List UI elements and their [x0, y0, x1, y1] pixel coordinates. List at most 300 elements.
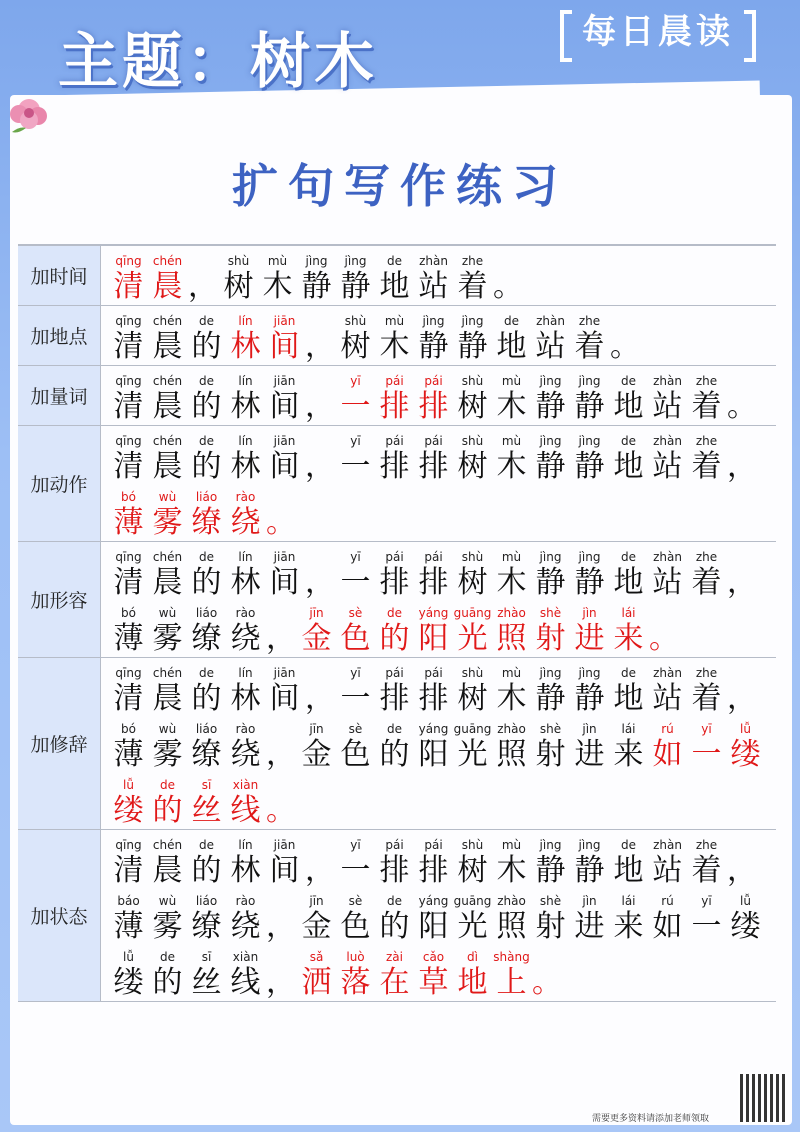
- hanzi: 排: [379, 565, 410, 600]
- pinyin: de: [160, 950, 175, 964]
- hanzi: 排: [418, 853, 449, 888]
- hanzi: 静: [535, 853, 566, 888]
- pinyin: de: [621, 666, 636, 680]
- qr-code-icon: [738, 1072, 790, 1124]
- punctuation: [265, 949, 297, 1001]
- hanzi: 如: [652, 737, 683, 772]
- hanzi: 清: [113, 269, 144, 304]
- hanzi-with-pinyin: [109, 433, 148, 485]
- hanzi: 林: [230, 853, 261, 888]
- bracket-right-icon: [744, 10, 756, 62]
- hanzi: 排: [379, 681, 410, 716]
- hanzi-with-pinyin: [648, 893, 687, 945]
- pinyin: qīng: [115, 838, 142, 852]
- pinyin: pái: [385, 666, 404, 680]
- pinyin: shù: [461, 666, 484, 680]
- punctuation-mark: 。: [649, 621, 679, 656]
- pinyin: jìng: [344, 254, 367, 268]
- hanzi: 木: [379, 329, 410, 364]
- hanzi-with-pinyin: [226, 777, 265, 829]
- hanzi: 线: [230, 965, 261, 1000]
- hanzi: 排: [379, 853, 410, 888]
- hanzi: 站: [535, 329, 566, 364]
- sentence-cell: [101, 542, 776, 657]
- pinyin: sī: [201, 778, 212, 792]
- hanzi: 进: [574, 737, 605, 772]
- pinyin: de: [387, 722, 402, 736]
- sentence-line: [109, 249, 776, 305]
- hanzi: 色: [340, 737, 371, 772]
- pinyin: yī: [701, 722, 712, 736]
- hanzi-with-pinyin: [148, 665, 187, 717]
- hanzi: 薄: [113, 909, 144, 944]
- hanzi: 着: [691, 681, 722, 716]
- pinyin: lín: [238, 434, 253, 448]
- punctuation-mark: ，: [305, 853, 335, 888]
- pinyin: jiān: [273, 550, 296, 564]
- hanzi: 木: [496, 681, 527, 716]
- punctuation-mark: ，: [305, 329, 335, 364]
- pinyin: jìng: [578, 550, 601, 564]
- punctuation: [726, 665, 758, 717]
- pinyin: rào: [235, 606, 256, 620]
- hanzi: 缭: [191, 621, 222, 656]
- hanzi-with-pinyin: [109, 665, 148, 717]
- pinyin: mù: [501, 434, 522, 448]
- punctuation-mark: ，: [305, 681, 335, 716]
- pinyin: chén: [152, 254, 183, 268]
- hanzi: 树: [457, 449, 488, 484]
- hanzi-with-pinyin: [148, 313, 187, 365]
- punctuation: [648, 605, 680, 657]
- hanzi: 射: [535, 737, 566, 772]
- hanzi-with-pinyin: [492, 433, 531, 485]
- hanzi-with-pinyin: [609, 721, 648, 773]
- hanzi-with-pinyin: [414, 253, 453, 305]
- pinyin: lái: [621, 606, 636, 620]
- hanzi-with-pinyin: [687, 433, 726, 485]
- hanzi: 排: [418, 389, 449, 424]
- pinyin: shù: [461, 434, 484, 448]
- pinyin: jìn: [582, 894, 597, 908]
- hanzi-with-pinyin: [375, 949, 414, 1001]
- hanzi-with-pinyin: [687, 665, 726, 717]
- hanzi: 地: [379, 269, 410, 304]
- pinyin: liáo: [195, 722, 218, 736]
- pinyin: shù: [461, 550, 484, 564]
- hanzi: 静: [574, 389, 605, 424]
- hanzi-with-pinyin: [570, 549, 609, 601]
- punctuation: [265, 489, 297, 541]
- pinyin: yáng: [418, 606, 449, 620]
- table-row: [18, 658, 776, 830]
- hanzi-with-pinyin: [453, 949, 492, 1001]
- sentence-line: [109, 833, 776, 889]
- punctuation-mark: ，: [266, 737, 296, 772]
- hanzi: 缕: [113, 793, 144, 828]
- hanzi-with-pinyin: [609, 893, 648, 945]
- hanzi: 雾: [152, 505, 183, 540]
- pinyin: jìng: [539, 434, 562, 448]
- pinyin: chén: [152, 550, 183, 564]
- pinyin: lǚ: [123, 778, 134, 792]
- hanzi-with-pinyin: [336, 433, 375, 485]
- hanzi-with-pinyin: [453, 893, 492, 945]
- pinyin: de: [199, 550, 214, 564]
- hanzi-with-pinyin: [531, 893, 570, 945]
- hanzi: 着: [691, 853, 722, 888]
- hanzi-with-pinyin: [226, 373, 265, 425]
- hanzi: 间: [269, 449, 300, 484]
- hanzi-with-pinyin: [109, 837, 148, 889]
- hanzi-with-pinyin: [148, 721, 187, 773]
- pinyin: jìng: [578, 838, 601, 852]
- hanzi-with-pinyin: [226, 837, 265, 889]
- punctuation: [304, 373, 336, 425]
- hanzi: 射: [535, 621, 566, 656]
- hanzi: 站: [652, 853, 683, 888]
- pinyin: jiān: [273, 374, 296, 388]
- hanzi: 晨: [152, 565, 183, 600]
- hanzi-with-pinyin: [648, 373, 687, 425]
- pinyin: chén: [152, 838, 183, 852]
- hanzi: 林: [230, 329, 261, 364]
- pinyin: jiān: [273, 314, 296, 328]
- hanzi: 晨: [152, 329, 183, 364]
- hanzi-with-pinyin: [109, 893, 148, 945]
- hanzi-with-pinyin: [375, 721, 414, 773]
- pinyin: shè: [539, 722, 562, 736]
- pinyin: shè: [539, 894, 562, 908]
- pinyin: wù: [158, 490, 177, 504]
- punctuation: [265, 721, 297, 773]
- pinyin: de: [387, 606, 402, 620]
- hanzi-with-pinyin: [414, 721, 453, 773]
- hanzi-with-pinyin: [109, 489, 148, 541]
- hanzi-with-pinyin: [414, 373, 453, 425]
- row-label: 加形容: [18, 542, 101, 657]
- punctuation: [265, 893, 297, 945]
- hanzi-with-pinyin: [414, 893, 453, 945]
- hanzi: 丝: [191, 965, 222, 1000]
- pinyin: zhàn: [419, 254, 448, 268]
- pinyin: guāng: [453, 722, 492, 736]
- hanzi: 如: [652, 909, 683, 944]
- hanzi-with-pinyin: [531, 721, 570, 773]
- pinyin: liáo: [195, 490, 218, 504]
- hanzi: 的: [152, 965, 183, 1000]
- pinyin: qīng: [115, 254, 142, 268]
- hanzi: 来: [613, 909, 644, 944]
- sentence-cell: [101, 830, 776, 1001]
- pinyin: jiān: [273, 666, 296, 680]
- punctuation-mark: ，: [727, 565, 757, 600]
- pinyin: liáo: [195, 894, 218, 908]
- pinyin: shù: [461, 838, 484, 852]
- pinyin: bó: [121, 490, 136, 504]
- pinyin: mù: [267, 254, 288, 268]
- hanzi: 站: [652, 389, 683, 424]
- hanzi-with-pinyin: [148, 489, 187, 541]
- pinyin: jìng: [539, 838, 562, 852]
- hanzi: 静: [457, 329, 488, 364]
- pinyin: zhe: [695, 666, 718, 680]
- hanzi: 静: [535, 449, 566, 484]
- hanzi-with-pinyin: [531, 665, 570, 717]
- hanzi-with-pinyin: [492, 605, 531, 657]
- hanzi-with-pinyin: [375, 433, 414, 485]
- pinyin: pái: [424, 838, 443, 852]
- pinyin: de: [199, 434, 214, 448]
- hanzi-with-pinyin: [609, 605, 648, 657]
- hanzi-with-pinyin: [687, 549, 726, 601]
- pinyin: lín: [238, 666, 253, 680]
- punctuation-mark: ，: [266, 909, 296, 944]
- hanzi: 射: [535, 909, 566, 944]
- pinyin: yáng: [418, 894, 449, 908]
- hanzi-with-pinyin: [109, 253, 148, 305]
- punctuation-mark: 。: [266, 793, 296, 828]
- hanzi-with-pinyin: [226, 313, 265, 365]
- hanzi: 的: [191, 449, 222, 484]
- pinyin: jìng: [461, 314, 484, 328]
- hanzi-with-pinyin: [187, 489, 226, 541]
- hanzi-with-pinyin: [570, 605, 609, 657]
- sentence-line: [109, 369, 776, 425]
- hanzi-with-pinyin: [414, 313, 453, 365]
- hanzi: 树: [340, 329, 371, 364]
- hanzi: 缭: [191, 909, 222, 944]
- hanzi-with-pinyin: [187, 433, 226, 485]
- hanzi-with-pinyin: [336, 721, 375, 773]
- hanzi-with-pinyin: [531, 373, 570, 425]
- punctuation-mark: 。: [727, 389, 757, 424]
- hanzi: 静: [535, 565, 566, 600]
- hanzi: 一: [340, 681, 371, 716]
- hanzi: 树: [457, 565, 488, 600]
- hanzi-with-pinyin: [148, 949, 187, 1001]
- hanzi-with-pinyin: [648, 433, 687, 485]
- hanzi-with-pinyin: [148, 605, 187, 657]
- pinyin: chén: [152, 666, 183, 680]
- hanzi-with-pinyin: [336, 253, 375, 305]
- hanzi-with-pinyin: [609, 549, 648, 601]
- hanzi: 地: [613, 389, 644, 424]
- hanzi: 站: [652, 565, 683, 600]
- hanzi: 一: [340, 853, 371, 888]
- punctuation-mark: 。: [610, 329, 640, 364]
- sentence-line: [109, 601, 776, 657]
- hanzi: 静: [301, 269, 332, 304]
- hanzi-with-pinyin: [109, 373, 148, 425]
- pinyin: sè: [348, 722, 363, 736]
- pinyin: sī: [201, 950, 212, 964]
- pinyin: de: [199, 666, 214, 680]
- hanzi-with-pinyin: [570, 837, 609, 889]
- pinyin: luò: [346, 950, 365, 964]
- hanzi-with-pinyin: [187, 893, 226, 945]
- pinyin: de: [199, 314, 214, 328]
- sentence-cell: [101, 246, 776, 305]
- hanzi: 静: [535, 389, 566, 424]
- hanzi: 的: [379, 909, 410, 944]
- punctuation-mark: ，: [305, 565, 335, 600]
- hanzi: 的: [191, 329, 222, 364]
- pinyin: mù: [501, 838, 522, 852]
- punctuation-mark: ，: [305, 449, 335, 484]
- hanzi-with-pinyin: [531, 433, 570, 485]
- pinyin: zhào: [497, 894, 526, 908]
- punctuation: [265, 605, 297, 657]
- hanzi-with-pinyin: [453, 605, 492, 657]
- pinyin: rào: [235, 894, 256, 908]
- hanzi-with-pinyin: [265, 837, 304, 889]
- hanzi-with-pinyin: [609, 837, 648, 889]
- pinyin: zhe: [695, 838, 718, 852]
- hanzi: 缭: [191, 737, 222, 772]
- hanzi: 金: [301, 737, 332, 772]
- hanzi-with-pinyin: [570, 313, 609, 365]
- hanzi: 地: [613, 565, 644, 600]
- hanzi: 树: [457, 681, 488, 716]
- pinyin: qīng: [115, 314, 142, 328]
- punctuation: [304, 837, 336, 889]
- sentence-line: [109, 485, 776, 541]
- hanzi-with-pinyin: [226, 721, 265, 773]
- pinyin: de: [199, 374, 214, 388]
- hanzi-with-pinyin: [570, 893, 609, 945]
- hanzi: 木: [496, 853, 527, 888]
- hanzi: 清: [113, 329, 144, 364]
- pinyin: qīng: [115, 550, 142, 564]
- pinyin: wù: [158, 894, 177, 908]
- pinyin: jīn: [309, 894, 324, 908]
- hanzi-with-pinyin: [187, 373, 226, 425]
- pinyin: lǚ: [740, 894, 751, 908]
- hanzi-with-pinyin: [453, 313, 492, 365]
- pinyin: de: [621, 434, 636, 448]
- hanzi: 地: [496, 329, 527, 364]
- hanzi: 晨: [152, 269, 183, 304]
- hanzi: 进: [574, 909, 605, 944]
- hanzi-with-pinyin: [375, 665, 414, 717]
- hanzi-with-pinyin: [492, 313, 531, 365]
- hanzi-with-pinyin: [570, 373, 609, 425]
- hanzi: 静: [574, 449, 605, 484]
- hanzi-with-pinyin: [187, 665, 226, 717]
- punctuation: [726, 549, 758, 601]
- table-row: [18, 426, 776, 542]
- hanzi: 晨: [152, 449, 183, 484]
- hanzi: 静: [418, 329, 449, 364]
- hanzi: 着: [691, 389, 722, 424]
- pinyin: lín: [238, 374, 253, 388]
- sentence-line: [109, 889, 776, 945]
- pinyin: lǚ: [740, 722, 751, 736]
- hanzi: 晨: [152, 853, 183, 888]
- punctuation: [304, 313, 336, 365]
- hanzi: 林: [230, 449, 261, 484]
- pinyin: zhàn: [653, 666, 682, 680]
- hanzi: 着: [574, 329, 605, 364]
- row-label: 加量词: [18, 366, 101, 425]
- pinyin: jìng: [578, 666, 601, 680]
- punctuation-mark: ，: [305, 389, 335, 424]
- hanzi-with-pinyin: [265, 433, 304, 485]
- hanzi-with-pinyin: [375, 549, 414, 601]
- sentence-line: [109, 773, 776, 829]
- hanzi: 木: [496, 565, 527, 600]
- brand-text: 每日晨读: [582, 12, 734, 52]
- pinyin: bó: [121, 722, 136, 736]
- hanzi-with-pinyin: [336, 605, 375, 657]
- hanzi-with-pinyin: [492, 665, 531, 717]
- pinyin: zhàn: [536, 314, 565, 328]
- pinyin: jìng: [305, 254, 328, 268]
- pinyin: chén: [152, 434, 183, 448]
- hanzi-with-pinyin: [336, 949, 375, 1001]
- hanzi-with-pinyin: [570, 665, 609, 717]
- hanzi-with-pinyin: [453, 433, 492, 485]
- pinyin: zài: [386, 950, 403, 964]
- hanzi: 站: [652, 681, 683, 716]
- pinyin: yī: [350, 550, 361, 564]
- hanzi: 一: [691, 909, 722, 944]
- hanzi-with-pinyin: [187, 777, 226, 829]
- pinyin: yī: [350, 666, 361, 680]
- pinyin: yī: [350, 838, 361, 852]
- table-row: [18, 246, 776, 306]
- hanzi-with-pinyin: [226, 549, 265, 601]
- row-label: 加状态: [18, 830, 101, 1001]
- hanzi: 照: [496, 621, 527, 656]
- hanzi-with-pinyin: [219, 253, 258, 305]
- pinyin: de: [387, 894, 402, 908]
- pinyin: xiàn: [232, 950, 259, 964]
- hanzi: 间: [269, 681, 300, 716]
- hanzi: 站: [652, 449, 683, 484]
- pinyin: chén: [152, 374, 183, 388]
- pinyin: jìng: [578, 434, 601, 448]
- hanzi: 丝: [191, 793, 222, 828]
- punctuation-mark: ，: [727, 853, 757, 888]
- pinyin: lín: [238, 314, 253, 328]
- hanzi-with-pinyin: [187, 837, 226, 889]
- hanzi: 绕: [230, 621, 261, 656]
- exercise-table: [18, 244, 776, 1002]
- sentence-line: [109, 661, 776, 717]
- hanzi-with-pinyin: [297, 605, 336, 657]
- hanzi-with-pinyin: [453, 373, 492, 425]
- sentence-line: [109, 309, 776, 365]
- hanzi: 缕: [113, 965, 144, 1000]
- pinyin: lín: [238, 550, 253, 564]
- hanzi-with-pinyin: [226, 949, 265, 1001]
- hanzi-with-pinyin: [648, 549, 687, 601]
- hanzi-with-pinyin: [148, 777, 187, 829]
- pinyin: jìng: [422, 314, 445, 328]
- hanzi: 静: [574, 853, 605, 888]
- pinyin: jìn: [582, 606, 597, 620]
- hanzi-with-pinyin: [265, 549, 304, 601]
- pinyin: zhe: [695, 434, 718, 448]
- pinyin: jīn: [309, 606, 324, 620]
- hanzi: 地: [613, 449, 644, 484]
- pinyin: rú: [661, 894, 674, 908]
- hanzi-with-pinyin: [297, 253, 336, 305]
- hanzi-with-pinyin: [414, 549, 453, 601]
- pinyin: zhe: [695, 550, 718, 564]
